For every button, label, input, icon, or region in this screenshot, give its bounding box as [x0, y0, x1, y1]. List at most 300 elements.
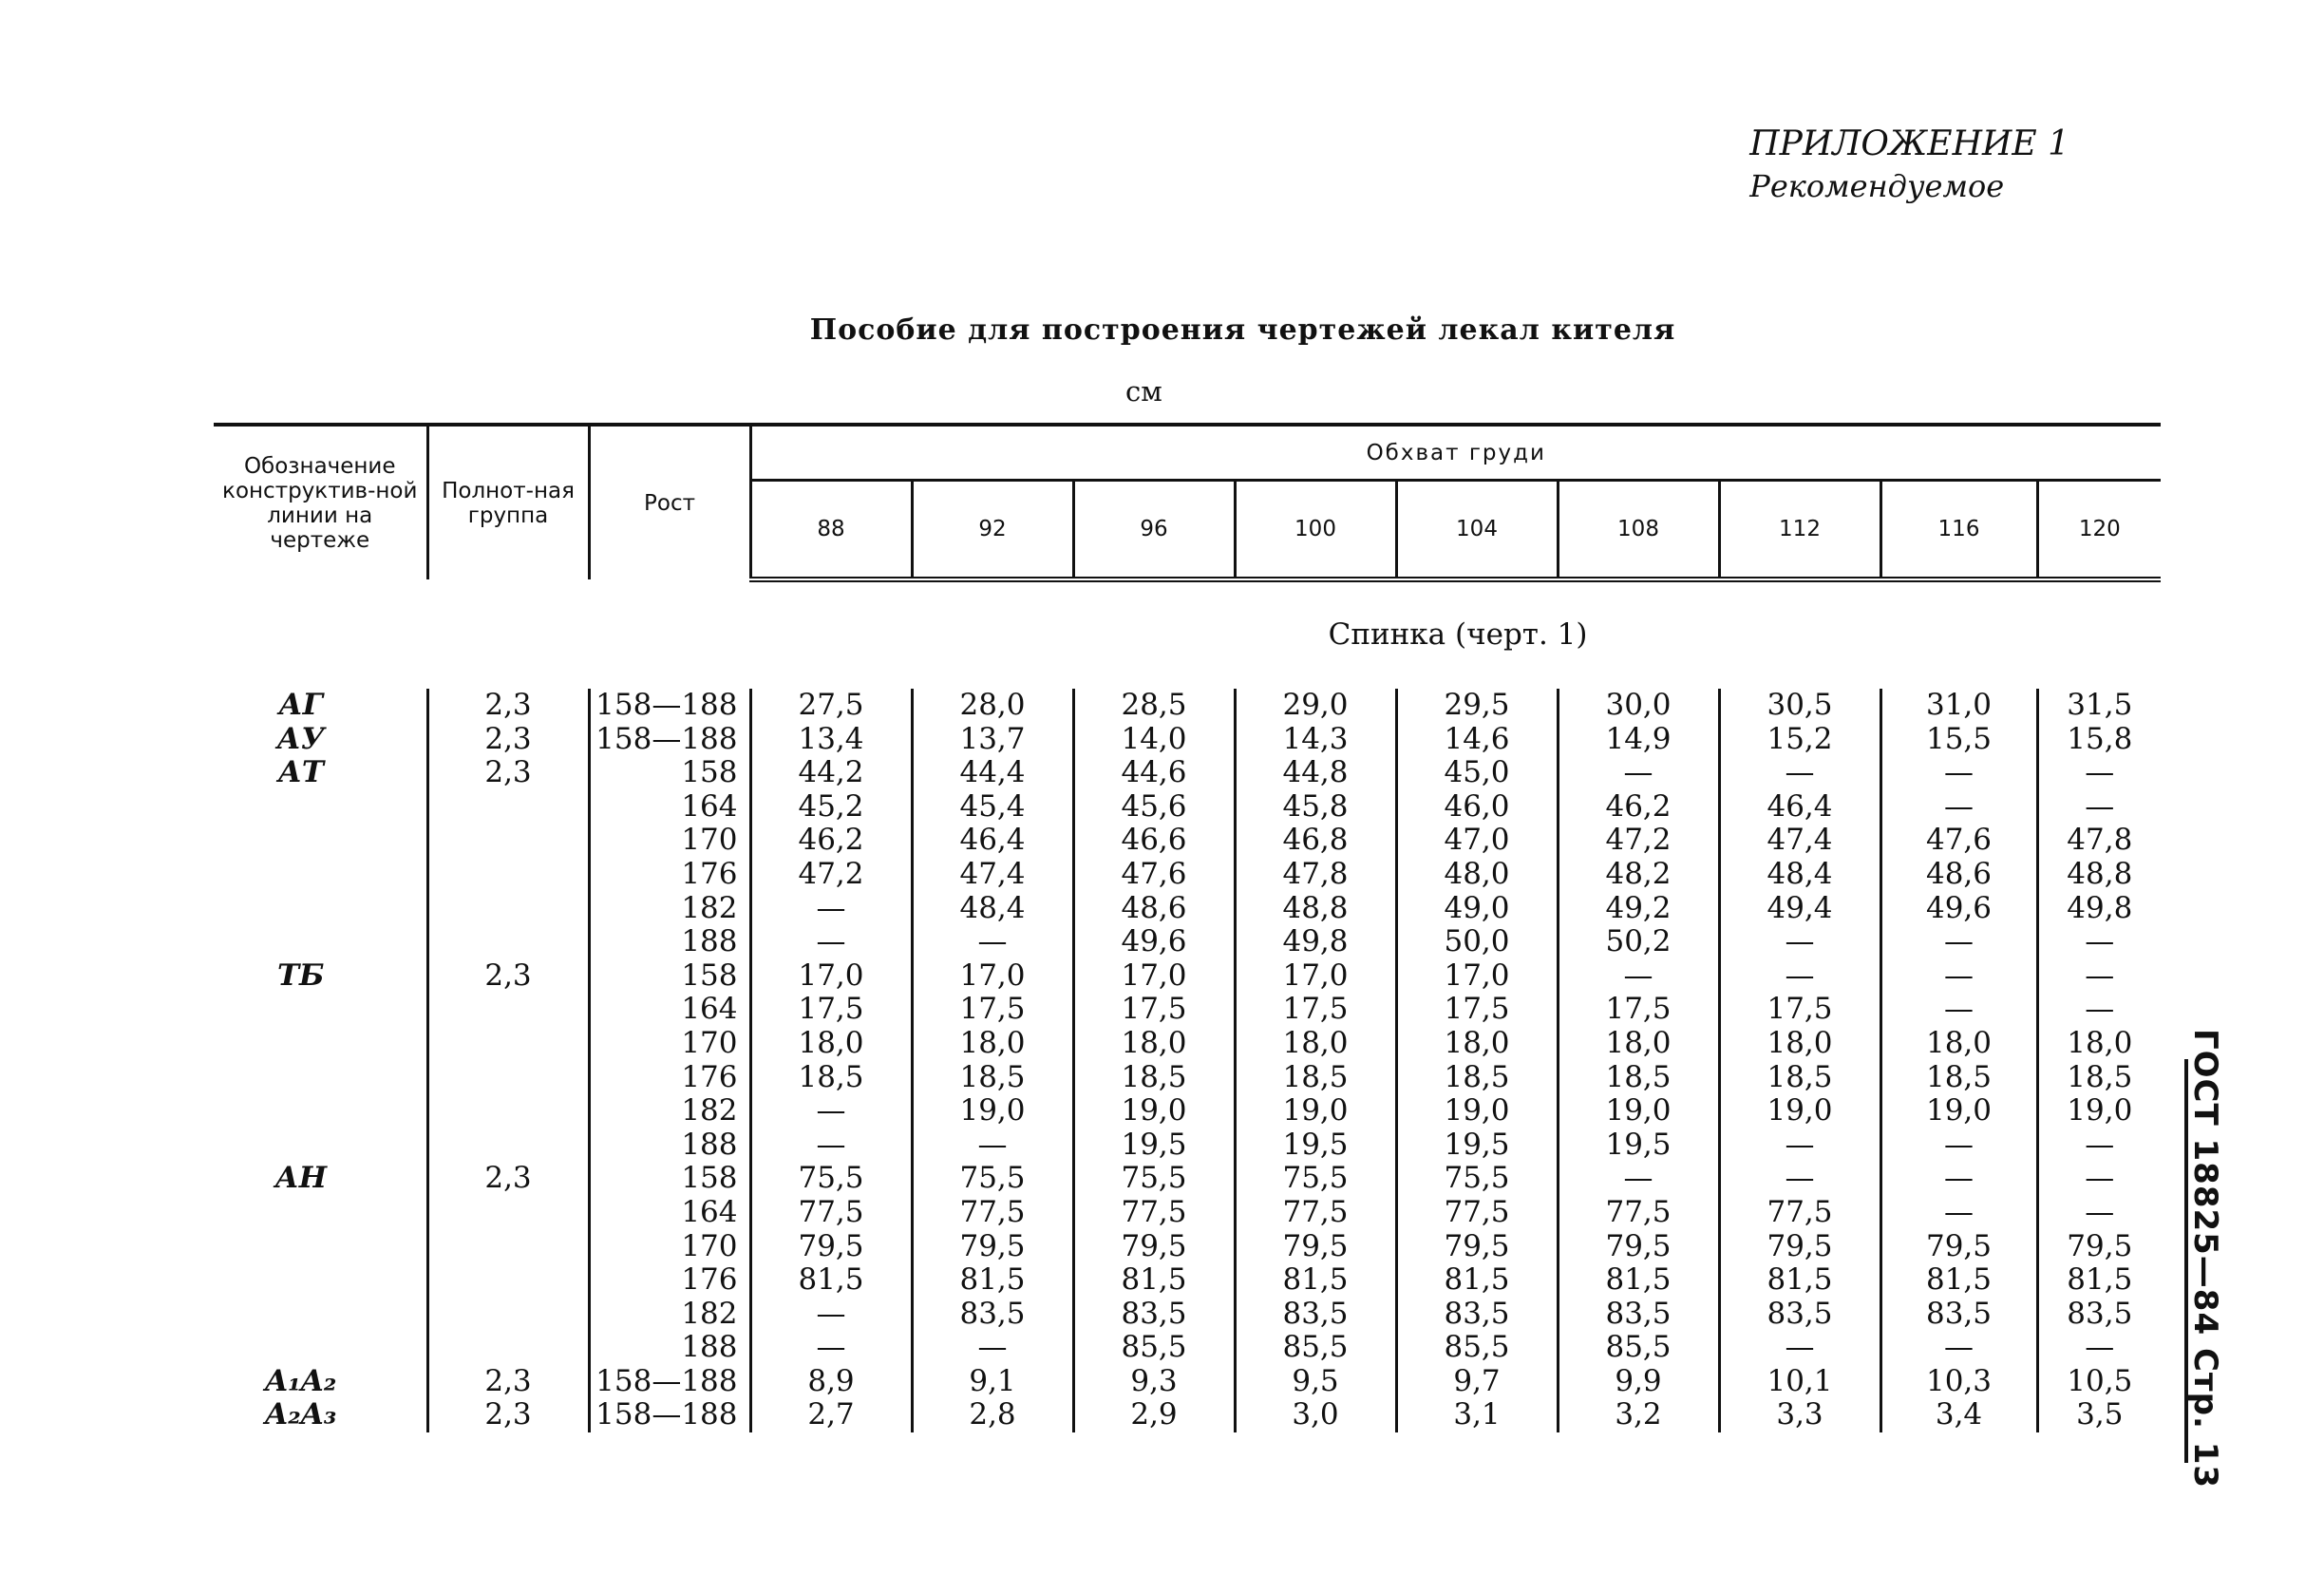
page-title: Пособие для построения чертежей лекал кителя	[809, 313, 1676, 347]
cell-value: 83,5	[1558, 1298, 1719, 1332]
table-row	[214, 723, 2161, 757]
cell-value: 14,6	[1396, 723, 1558, 757]
cell-value: 18,5	[1235, 1061, 1396, 1095]
cell-value: —	[2085, 788, 2115, 824]
cell-value: 81,5	[912, 1263, 1073, 1298]
cell-value: 83,5	[1719, 1298, 1880, 1332]
cell-value: 46,6	[1073, 824, 1235, 858]
table-row	[214, 925, 2161, 959]
row-height: 164	[589, 1196, 750, 1230]
table-row	[214, 993, 2161, 1027]
row-height: 182	[589, 1298, 750, 1332]
cell-value: 79,5	[1558, 1230, 1719, 1264]
cell-value: 44,8	[1235, 756, 1396, 790]
cell-value: 28,0	[912, 689, 1073, 723]
row-fullness-group	[427, 925, 589, 959]
row-designation	[214, 1061, 427, 1095]
row-fullness-group	[427, 1263, 589, 1298]
cell-value: —	[1880, 993, 2037, 1027]
cell-value: —	[2085, 1161, 2115, 1196]
cell-value: 81,5	[1396, 1263, 1558, 1298]
row-height: 176	[589, 1061, 750, 1095]
cell-value: 30,0	[1558, 689, 1719, 723]
cell-value: 13,7	[912, 723, 1073, 757]
cell-value: 31,0	[1880, 689, 2037, 723]
table-row	[214, 1196, 2161, 1230]
cell-value: 48,4	[912, 892, 1073, 926]
cell-value: 19,5	[1235, 1128, 1396, 1163]
row-height: 164	[589, 993, 750, 1027]
table-row	[214, 1398, 2161, 1432]
section-title: Спинка (черт. 1)	[1328, 617, 1588, 653]
row-designation: АТ	[214, 756, 427, 790]
cell-value: 79,5	[912, 1230, 1073, 1264]
cell-value: 17,5	[1558, 993, 1719, 1027]
cell-value: —	[1719, 925, 1880, 959]
table-row	[214, 790, 2161, 825]
row-designation	[214, 1263, 427, 1298]
row-fullness-group: 2,3	[427, 1398, 589, 1432]
cell-value: 81,5	[2067, 1262, 2133, 1298]
table-row	[214, 1298, 2161, 1332]
table-row	[214, 824, 2161, 858]
cell-value: 44,2	[750, 756, 912, 790]
cell-value: 18,5	[912, 1061, 1073, 1095]
cell-value: 50,2	[1558, 925, 1719, 959]
row-fullness-group	[427, 1196, 589, 1230]
cell-value: 18,0	[912, 1027, 1073, 1061]
cell-value: 17,5	[750, 993, 912, 1027]
cell-value: 29,5	[1396, 689, 1558, 723]
cell-value: —	[1558, 959, 1719, 994]
header-chest-88: 88	[750, 481, 912, 580]
cell-value: 3,1	[1396, 1398, 1558, 1432]
cell-value: 14,3	[1235, 723, 1396, 757]
row-height: 158—188	[589, 1365, 750, 1399]
cell-value: 77,5	[1235, 1196, 1396, 1230]
cell-value: 79,5	[1880, 1230, 2037, 1264]
row-designation	[214, 925, 427, 959]
cell-value: 47,8	[1235, 858, 1396, 892]
cell-value: 77,5	[1558, 1196, 1719, 1230]
row-designation	[214, 1230, 427, 1264]
table-row	[214, 1094, 2161, 1128]
row-fullness-group	[427, 1298, 589, 1332]
row-height: 170	[589, 824, 750, 858]
cell-value: 19,0	[1880, 1094, 2037, 1128]
row-designation	[214, 1094, 427, 1128]
cell-value: 14,0	[1073, 723, 1235, 757]
row-height: 188	[589, 1331, 750, 1365]
table-row	[214, 756, 2161, 790]
cell-value: 83,5	[1880, 1298, 2037, 1332]
row-fullness-group	[427, 993, 589, 1027]
cell-value: 47,6	[1880, 824, 2037, 858]
row-designation	[214, 892, 427, 926]
cell-value: 17,0	[750, 959, 912, 994]
row-designation	[214, 790, 427, 825]
cell-value: —	[750, 925, 912, 959]
cell-value: 81,5	[1880, 1263, 2037, 1298]
cell-value: —	[2085, 992, 2115, 1027]
cell-value: 50,0	[1396, 925, 1558, 959]
row-designation	[214, 1298, 427, 1332]
cell-value: 81,5	[1558, 1263, 1719, 1298]
cell-value: 3,2	[1558, 1398, 1719, 1432]
table-row	[214, 1061, 2161, 1095]
row-fullness-group	[427, 892, 589, 926]
cell-value: —	[912, 1128, 1073, 1163]
cell-value: 13,4	[750, 723, 912, 757]
cell-value: 9,5	[1235, 1365, 1396, 1399]
cell-value: —	[1719, 1162, 1880, 1196]
row-fullness-group: 2,3	[427, 1162, 589, 1196]
cell-value: 79,5	[1719, 1230, 1880, 1264]
cell-value: 9,9	[1558, 1365, 1719, 1399]
cell-value: 19,0	[1073, 1094, 1235, 1128]
cell-value: 85,5	[1558, 1331, 1719, 1365]
row-designation	[214, 993, 427, 1027]
cell-value: 15,5	[1880, 723, 2037, 757]
table-row	[214, 1162, 2161, 1196]
cell-value: 45,2	[750, 790, 912, 825]
cell-value: 47,2	[1558, 824, 1719, 858]
cell-value: 81,5	[1073, 1263, 1235, 1298]
header-height: Рост	[589, 425, 750, 579]
cell-value: 17,5	[912, 993, 1073, 1027]
cell-value: 47,8	[2067, 823, 2133, 858]
cell-value: 3,3	[1719, 1398, 1880, 1432]
cell-value: 18,5	[2067, 1059, 2133, 1094]
cell-value: 83,5	[1235, 1298, 1396, 1332]
table-row	[214, 858, 2161, 892]
cell-value: 75,5	[1235, 1162, 1396, 1196]
cell-value: —	[1880, 1162, 2037, 1196]
cell-value: 79,5	[1396, 1230, 1558, 1264]
cell-value: 15,8	[2067, 721, 2133, 756]
cell-value: 18,0	[1073, 1027, 1235, 1061]
row-height: 158—188	[589, 723, 750, 757]
cell-value: 29,0	[1235, 689, 1396, 723]
table-row	[214, 689, 2161, 723]
cell-value: 49,8	[1235, 925, 1396, 959]
cell-value: 19,0	[1719, 1094, 1880, 1128]
cell-value: —	[1880, 1331, 2037, 1365]
header-chest-104: 104	[1396, 481, 1558, 580]
cell-value: —	[912, 925, 1073, 959]
table-row	[214, 1263, 2161, 1298]
header-chest-96: 96	[1073, 481, 1235, 580]
cell-value: 18,0	[1396, 1027, 1558, 1061]
cell-value: 85,5	[1235, 1331, 1396, 1365]
row-height: 182	[589, 1094, 750, 1128]
cell-value: 2,7	[750, 1398, 912, 1432]
header-chest-92: 92	[912, 481, 1073, 580]
cell-value: 81,5	[1719, 1263, 1880, 1298]
cell-value: 3,5	[2076, 1397, 2124, 1432]
appendix-title: ПРИЛОЖЕНИЕ 1	[1749, 124, 2069, 163]
row-fullness-group	[427, 1094, 589, 1128]
row-designation	[214, 1027, 427, 1061]
cell-value: 44,4	[912, 756, 1073, 790]
cell-value: 2,8	[912, 1398, 1073, 1432]
row-fullness-group	[427, 1331, 589, 1365]
cell-value: 46,4	[912, 824, 1073, 858]
data-table-wrapper	[214, 423, 2142, 1432]
cell-value: 75,5	[750, 1162, 912, 1196]
cell-value: —	[1880, 790, 2037, 825]
cell-value: —	[750, 892, 912, 926]
cell-value: 45,6	[1073, 790, 1235, 825]
cell-value: 19,5	[1073, 1128, 1235, 1163]
cell-value: —	[1880, 756, 2037, 790]
table-row	[214, 959, 2161, 994]
row-fullness-group: 2,3	[427, 689, 589, 723]
cell-value: 83,5	[1396, 1298, 1558, 1332]
cell-value: —	[1558, 756, 1719, 790]
cell-value: —	[750, 1128, 912, 1163]
header-designation: Обозначение конструктив-ной линии на чертеже	[214, 425, 427, 579]
cell-value: 47,4	[1719, 824, 1880, 858]
row-height: 188	[589, 1128, 750, 1163]
table-row	[214, 1128, 2161, 1163]
cell-value: 83,5	[912, 1298, 1073, 1332]
cell-value: —	[2085, 958, 2115, 993]
header-fullness-group: Полнот-ная группа	[427, 425, 589, 579]
row-fullness-group: 2,3	[427, 1365, 589, 1399]
cell-value: 49,2	[1558, 892, 1719, 926]
cell-value: 83,5	[1073, 1298, 1235, 1332]
row-fullness-group: 2,3	[427, 959, 589, 994]
cell-value: 49,6	[1880, 892, 2037, 926]
header-chest-108: 108	[1558, 481, 1719, 580]
cell-value: 2,9	[1073, 1398, 1235, 1432]
cell-value: 48,6	[1880, 858, 2037, 892]
cell-value: —	[1719, 1331, 1880, 1365]
row-designation: A₁A₂	[214, 1365, 427, 1399]
cell-value: —	[1880, 1196, 2037, 1230]
cell-value: 18,5	[1396, 1061, 1558, 1095]
cell-value: 27,5	[750, 689, 912, 723]
cell-value: 18,0	[1235, 1027, 1396, 1061]
cell-value: 18,5	[1558, 1061, 1719, 1095]
row-designation: ТБ	[214, 959, 427, 994]
cell-value: 17,5	[1235, 993, 1396, 1027]
cell-value: 45,4	[912, 790, 1073, 825]
row-fullness-group	[427, 824, 589, 858]
cell-value: 77,5	[1396, 1196, 1558, 1230]
row-height: 170	[589, 1027, 750, 1061]
cell-value: 47,0	[1396, 824, 1558, 858]
cell-value: 48,8	[1235, 892, 1396, 926]
cell-value: 81,5	[750, 1263, 912, 1298]
cell-value: 85,5	[1396, 1331, 1558, 1365]
header-chest-100: 100	[1235, 481, 1396, 580]
row-height: 158	[589, 1162, 750, 1196]
cell-value: 18,5	[1880, 1061, 2037, 1095]
table-row	[214, 1230, 2161, 1264]
row-height: 164	[589, 790, 750, 825]
table-row	[214, 1331, 2161, 1365]
row-designation: АГ	[214, 689, 427, 723]
row-designation	[214, 1196, 427, 1230]
cell-value: 9,7	[1396, 1365, 1558, 1399]
row-designation	[214, 1331, 427, 1365]
cell-value: 18,0	[1558, 1027, 1719, 1061]
cell-value: 79,5	[2067, 1228, 2133, 1263]
cell-value: 79,5	[1235, 1230, 1396, 1264]
cell-value: 75,5	[1396, 1162, 1558, 1196]
table-row	[214, 1365, 2161, 1399]
cell-value: —	[2085, 1330, 2115, 1365]
cell-value: 79,5	[750, 1230, 912, 1264]
cell-value: —	[1880, 1128, 2037, 1163]
cell-value: 46,2	[750, 824, 912, 858]
cell-value: 18,0	[1880, 1027, 2037, 1061]
cell-value: 46,4	[1719, 790, 1880, 825]
cell-value: 85,5	[1073, 1331, 1235, 1365]
cell-value: 48,4	[1719, 858, 1880, 892]
row-designation: АУ	[214, 723, 427, 757]
cell-value: 28,5	[1073, 689, 1235, 723]
cell-value: 45,8	[1235, 790, 1396, 825]
cell-value: 18,5	[1073, 1061, 1235, 1095]
cell-value: 18,5	[1719, 1061, 1880, 1095]
cell-value: 10,5	[2067, 1363, 2133, 1398]
appendix-subtitle: Рекомендуемое	[1749, 168, 2005, 204]
row-designation	[214, 824, 427, 858]
cell-value: 17,0	[1073, 959, 1235, 994]
cell-value: 75,5	[912, 1162, 1073, 1196]
table-row	[214, 1027, 2161, 1061]
cell-value: 49,6	[1073, 925, 1235, 959]
header-chest-112: 112	[1719, 481, 1880, 580]
cell-value: 48,2	[1558, 858, 1719, 892]
cell-value: 17,0	[912, 959, 1073, 994]
cell-value: 10,1	[1719, 1365, 1880, 1399]
cell-value: 31,5	[2067, 688, 2133, 722]
row-designation: A₂A₃	[214, 1398, 427, 1432]
unit-label: см	[1125, 375, 1162, 408]
cell-value: 18,0	[750, 1027, 912, 1061]
row-fullness-group	[427, 1027, 589, 1061]
cell-value: —	[2085, 924, 2115, 959]
cell-value: 14,9	[1558, 723, 1719, 757]
cell-value: 77,5	[1073, 1196, 1235, 1230]
row-fullness-group	[427, 858, 589, 892]
cell-value: 18,0	[2067, 1025, 2133, 1060]
cell-value: 3,0	[1235, 1398, 1396, 1432]
cell-value: —	[1719, 1128, 1880, 1163]
row-fullness-group: 2,3	[427, 723, 589, 757]
cell-value: 15,2	[1719, 723, 1880, 757]
cell-value: 9,3	[1073, 1365, 1235, 1399]
cell-value: —	[2085, 755, 2115, 790]
cell-value: 19,5	[1396, 1128, 1558, 1163]
data-table	[214, 423, 2161, 1432]
cell-value: 19,0	[2067, 1093, 2133, 1128]
appendix-block	[1749, 123, 2069, 207]
row-height: 176	[589, 1263, 750, 1298]
cell-value: 49,8	[2067, 890, 2133, 925]
cell-value: 46,0	[1396, 790, 1558, 825]
cell-value: 48,6	[1073, 892, 1235, 926]
row-height: 158—188	[589, 1398, 750, 1432]
cell-value: 48,8	[2067, 856, 2133, 891]
cell-value: —	[2085, 1127, 2115, 1162]
cell-value: 18,5	[750, 1061, 912, 1095]
cell-value: 17,5	[1396, 993, 1558, 1027]
cell-value: 19,5	[1558, 1128, 1719, 1163]
cell-value: —	[750, 1298, 912, 1332]
cell-value: 83,5	[2067, 1296, 2133, 1331]
cell-value: —	[1880, 925, 2037, 959]
row-designation: АН	[214, 1162, 427, 1196]
row-designation	[214, 858, 427, 892]
cell-value: 17,0	[1396, 959, 1558, 994]
cell-value: 30,5	[1719, 689, 1880, 723]
row-height: 158	[589, 959, 750, 994]
cell-value: 49,4	[1719, 892, 1880, 926]
row-height: 188	[589, 925, 750, 959]
row-fullness-group	[427, 790, 589, 825]
cell-value: —	[750, 1094, 912, 1128]
cell-value: 19,0	[1396, 1094, 1558, 1128]
cell-value: 77,5	[1719, 1196, 1880, 1230]
row-height: 182	[589, 892, 750, 926]
row-height: 170	[589, 1230, 750, 1264]
cell-value: 77,5	[750, 1196, 912, 1230]
cell-value: 46,8	[1235, 824, 1396, 858]
cell-value: 48,0	[1396, 858, 1558, 892]
cell-value: —	[1719, 756, 1880, 790]
cell-value: 47,6	[1073, 858, 1235, 892]
table-row	[214, 892, 2161, 926]
cell-value: 17,5	[1719, 993, 1880, 1027]
side-label: ГОСТ 18825—84 Стр. 13	[2186, 1028, 2224, 1489]
cell-value: 9,1	[912, 1365, 1073, 1399]
cell-value: 19,0	[1235, 1094, 1396, 1128]
cell-value: —	[1719, 959, 1880, 994]
row-height: 158—188	[589, 689, 750, 723]
cell-value: 75,5	[1073, 1162, 1235, 1196]
cell-value: —	[750, 1331, 912, 1365]
header-chest-120: 120	[2037, 481, 2161, 580]
row-fullness-group: 2,3	[427, 756, 589, 790]
cell-value: 79,5	[1073, 1230, 1235, 1264]
cell-value: 19,0	[912, 1094, 1073, 1128]
cell-value: 10,3	[1880, 1365, 2037, 1399]
cell-value: —	[2085, 1194, 2115, 1229]
cell-value: 19,0	[1558, 1094, 1719, 1128]
cell-value: 46,2	[1558, 790, 1719, 825]
cell-value: 45,0	[1396, 756, 1558, 790]
cell-value: 17,5	[1073, 993, 1235, 1027]
row-fullness-group	[427, 1128, 589, 1163]
row-height: 176	[589, 858, 750, 892]
header-chest-116: 116	[1880, 481, 2037, 580]
row-height: 158	[589, 756, 750, 790]
row-designation	[214, 1128, 427, 1163]
cell-value: —	[912, 1331, 1073, 1365]
cell-value: 49,0	[1396, 892, 1558, 926]
cell-value: 44,6	[1073, 756, 1235, 790]
cell-value: —	[1880, 959, 2037, 994]
cell-value: 77,5	[912, 1196, 1073, 1230]
cell-value: 47,2	[750, 858, 912, 892]
cell-value: 3,4	[1880, 1398, 2037, 1432]
cell-value: 8,9	[750, 1365, 912, 1399]
